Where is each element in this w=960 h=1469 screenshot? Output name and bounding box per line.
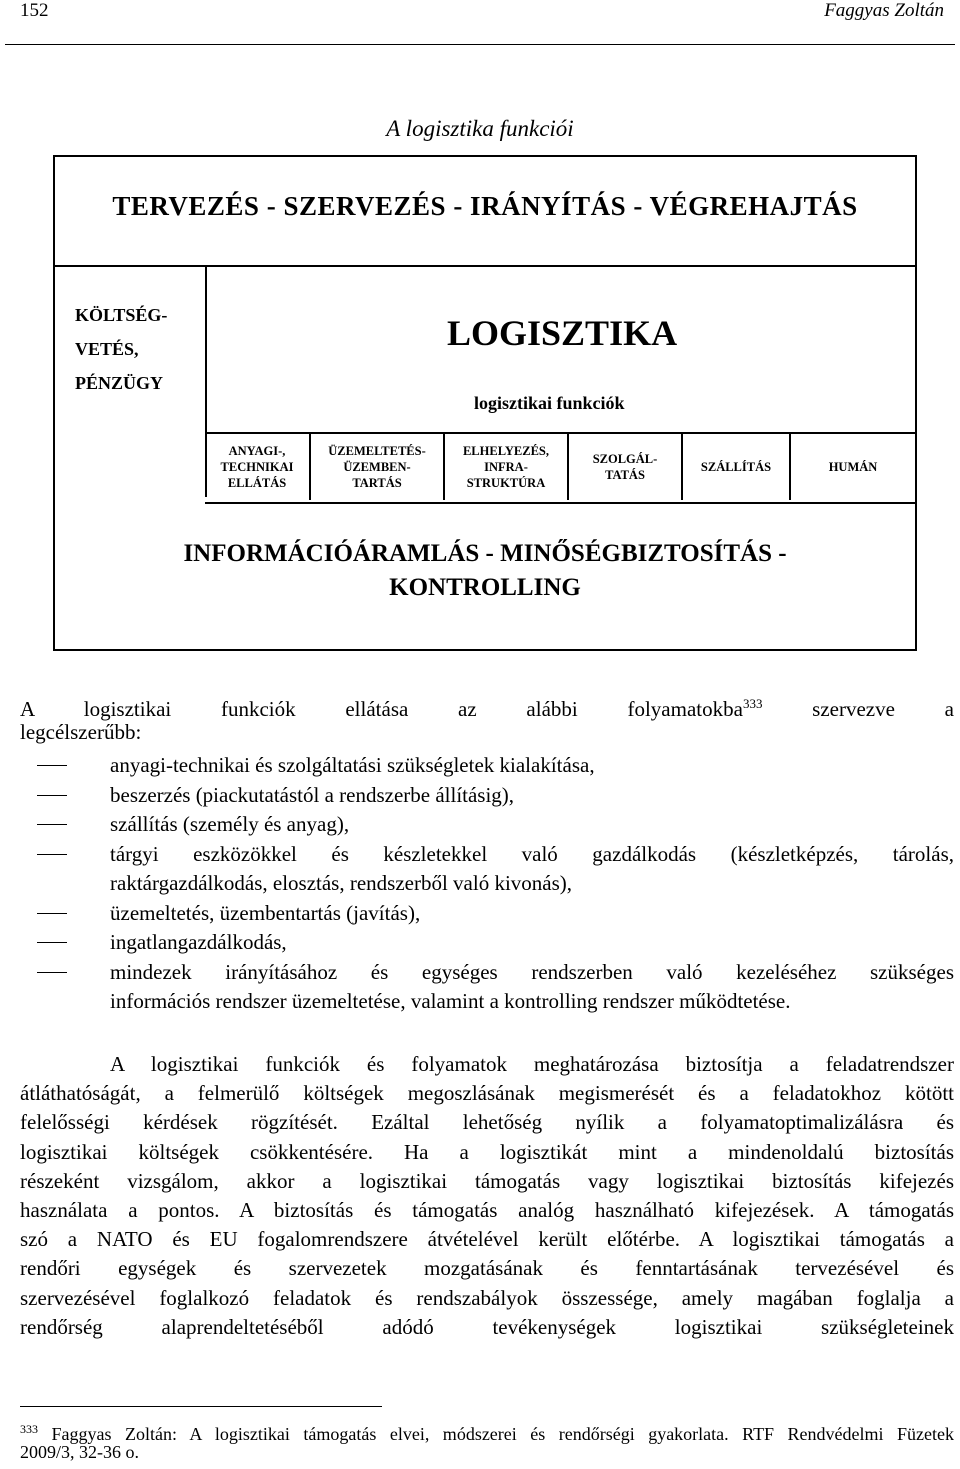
top-banner: TERVEZÉS - SZERVEZÉS - IRÁNYÍTÁS - VÉGREHAJTÁS	[112, 191, 858, 221]
text-line: legcélszerűbb:	[20, 720, 142, 744]
cost-line: VETÉS,	[75, 339, 139, 359]
logistics-center	[207, 265, 915, 432]
footnote-rule	[20, 1406, 382, 1407]
diagram-top-box	[55, 157, 915, 267]
text-line: A logisztikai funkciók ellátása az alábbi folyamatokba$^{333}$ szervezve a	[20, 696, 955, 721]
list-item: mindezek irányításához és egységes rendszerben való kezeléséhez szükséges információs rendszer üzemeltetése, valamint a kontrolling rendszer működtetése.	[20, 958, 954, 1017]
process-list	[20, 751, 954, 1017]
list-item: beszerzés (piackutatástól a rendszerbe állításig),	[20, 781, 954, 811]
intro-paragraph	[20, 689, 954, 747]
body-paragraph	[20, 1050, 954, 1342]
footnote-line: $^{333}$ Faggyas Zoltán: A logisztikai támogatás elvei, módszerei és rendőrségi gyakorlata. RTF Rendvédelmi Füzetek	[20, 1422, 954, 1444]
function-box: HUMÁN	[828, 460, 878, 474]
cost-line: KÖLTSÉG-	[75, 305, 168, 325]
logistics-diagram	[53, 155, 917, 651]
text-line: rendőrség alaprendeltetéséből adódó tevékenységek logisztikai szükségleteinek	[20, 1314, 954, 1339]
bottom-banner: INFORMÁCIÓÁRAMLÁS - MINŐSÉGBIZTOSÍTÁS - KONTROLLING	[183, 540, 787, 601]
text-line: használata a pontos. A biztosítás és támogatás analóg használható kifejezések. A támogatás	[20, 1197, 954, 1222]
page-number: 152	[20, 0, 49, 21]
text-line: részeként vizsgálom, akkor a logisztikai támogatás vagy logisztikai biztosítás kifejezés	[20, 1168, 954, 1193]
text-line: szó a NATO és EU fogalomrendszere átvételével került előtérbe. A logisztikai támogatás a	[20, 1227, 954, 1252]
list-item: anyagi-technikai és szolgáltatási szükségletek kialakítása,	[20, 751, 954, 781]
cost-box	[55, 265, 207, 497]
list-item: szállítás (személy és anyag),	[20, 810, 954, 840]
page-header	[0, 0, 960, 46]
list-item: üzemeltetés, üzembentartás (javítás),	[20, 899, 954, 929]
function-row	[205, 432, 917, 504]
figure-title: A logisztika funkciói	[386, 116, 574, 141]
list-item: ingatlangazdálkodás,	[20, 928, 954, 958]
footnote-line: 2009/3, 32-36 o.	[20, 1442, 139, 1462]
text-line: felelősségi kérdések rögzítését. Ezáltal lehetőség nyílik a folyamatoptimalizálásra és	[20, 1110, 954, 1135]
text-line: logisztikai költségek csökkentésére. Ha a logisztikát mint a mindenoldalú biztosítás	[20, 1139, 954, 1164]
footnote	[20, 1418, 954, 1464]
function-box: SZOLGÁL- TATÁS	[569, 434, 683, 500]
list-item: tárgyi eszközökkel és készletekkel való gazdálkodás (készletképzés, tárolás, raktárgazdálkodás, elosztás, rendszerből való kivonás),	[20, 840, 954, 899]
function-box: ELHELYEZÉS, INFRA- STRUKTÚRA	[445, 434, 569, 500]
cost-line: PÉNZÜGY	[75, 373, 164, 393]
text-line: A logisztikai funkciók és folyamatok meghatározása biztosítja a feladatrendszer	[110, 1052, 954, 1076]
text-line: rendőri egységek és szervezetek mozgatásának és fenntartásának tervezésével és	[20, 1256, 954, 1281]
running-author: Faggyas Zoltán	[824, 0, 944, 21]
function-box: SZÁLLÍTÁS	[683, 434, 791, 500]
function-box: ÜZEMELTETÉS- ÜZEMBEN- TARTÁS	[311, 434, 445, 500]
center-subtitle: logisztikai funkciók	[474, 393, 625, 413]
center-title: LOGISZTIKA	[447, 313, 678, 353]
function-box: ANYAGI-, TECHNIKAI ELLÁTÁS	[205, 434, 311, 500]
header-rule	[5, 44, 955, 45]
text-line: átláthatóságát, a felmerülő költségek megoszlásának megismerését és a feladatokhoz kötött	[20, 1081, 954, 1106]
text-line: szervezésével foglalkozó feladatok és rendszabályok összessége, amely magában foglalja a	[20, 1285, 954, 1310]
